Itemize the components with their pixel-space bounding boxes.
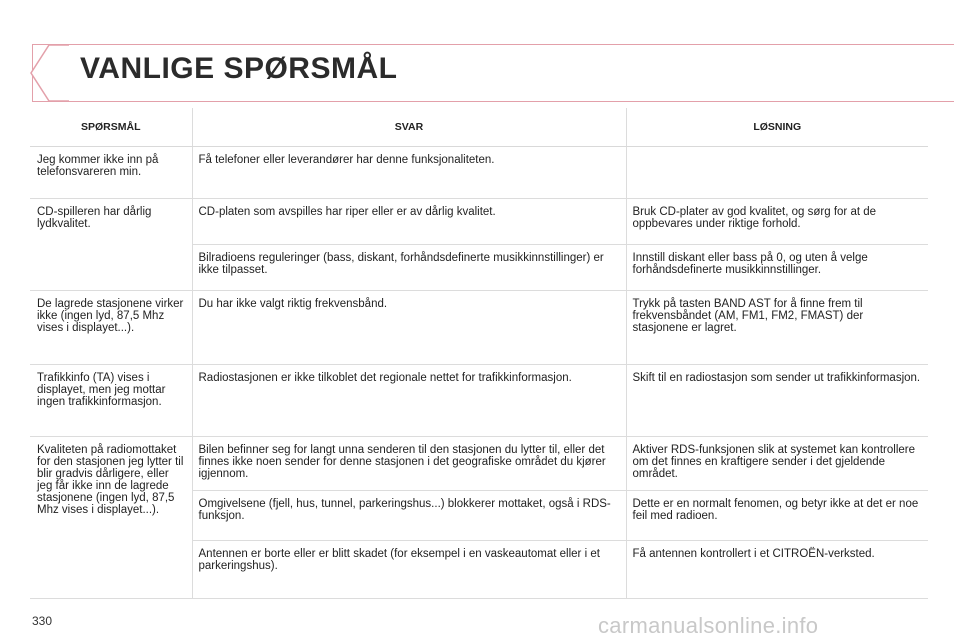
- page-number: 330: [32, 614, 53, 628]
- answer-cell: Få telefoner eller leverandører har denne funksjonaliteten.: [192, 147, 626, 199]
- question-cell: Jeg kommer ikke inn på telefonsvareren min.: [30, 147, 192, 199]
- answer-cell: Bilradioens reguleringer (bass, diskant, forhåndsdefinerte musikkinnstillinger) er ikke tilpasset.: [192, 245, 626, 291]
- table-header-row: [30, 108, 928, 147]
- table-row: [30, 365, 928, 437]
- table-row: [30, 199, 928, 245]
- solution-cell: Skift til en radiostasjon som sender ut trafikkinformasjon.: [626, 365, 928, 437]
- solution-cell: Innstill diskant eller bass på 0, og uten å velge forhåndsdefinerte musikkinnstillinger.: [626, 245, 928, 291]
- answer-cell: Du har ikke valgt riktig frekvensbånd.: [192, 291, 626, 365]
- question-cell: Trafikkinfo (TA) vises i displayet, men jeg mottar ingen trafikkinformasjon.: [30, 365, 192, 437]
- header-solution: LØSNING: [626, 108, 928, 147]
- question-cell: De lagrede stasjonene virker ikke (ingen lyd, 87,5 Mhz vises i displayet...).: [30, 291, 192, 365]
- solution-cell: Trykk på tasten BAND AST for å finne frem til frekvensbåndet (AM, FM1, FM2, FMAST) der stasjonene er lagret.: [626, 291, 928, 365]
- answer-cell: CD-platen som avspilles har riper eller er av dårlig kvalitet.: [192, 199, 626, 245]
- table-row: [30, 147, 928, 199]
- table-row: [30, 291, 928, 365]
- page-title: VANLIGE SPØRSMÅL: [80, 52, 398, 85]
- answer-cell: Bilen befinner seg for langt unna senderen til den stasjonen du lytter til, eller det finnes ikke noen sender for denne stasjonen i det geografiske området du kjører igjennom.: [192, 437, 626, 491]
- solution-cell: [626, 147, 928, 199]
- title-corner-decoration: [29, 44, 69, 102]
- question-cell: CD-spilleren har dårlig lydkvalitet.: [30, 199, 192, 291]
- answer-cell: Radiostasjonen er ikke tilkoblet det regionale nettet for trafikkinformasjon.: [192, 365, 626, 437]
- header-answer: SVAR: [192, 108, 626, 147]
- header-question: SPØRSMÅL: [30, 108, 192, 147]
- answer-cell: Omgivelsene (fjell, hus, tunnel, parkeringshus...) blokkerer mottaket, også i RDS-funksjon.: [192, 491, 626, 541]
- answer-cell: Antennen er borte eller er blitt skadet (for eksempel i en vaskeautomat eller i et parkeringshus).: [192, 541, 626, 599]
- table-row: [30, 437, 928, 491]
- solution-cell: Dette er en normalt fenomen, og betyr ikke at det er noe feil med radioen.: [626, 491, 928, 541]
- watermark: carmanualsonline.info: [598, 613, 819, 638]
- solution-cell: Aktiver RDS-funksjonen slik at systemet kan kontrollere om det finnes en kraftigere sender i det gjeldende området.: [626, 437, 928, 491]
- faq-table: [30, 108, 928, 599]
- question-cell: Kvaliteten på radiomottaket for den stasjonen jeg lytter til blir gradvis dårligere, eller jeg får ikke inn de lagrede stasjonene (ingen lyd, 87,5 Mhz vises i displayet...).: [30, 437, 192, 599]
- solution-cell: Bruk CD-plater av god kvalitet, og sørg for at de oppbevares under riktige forhold.: [626, 199, 928, 245]
- solution-cell: Få antennen kontrollert i et CITROËN-verksted.: [626, 541, 928, 599]
